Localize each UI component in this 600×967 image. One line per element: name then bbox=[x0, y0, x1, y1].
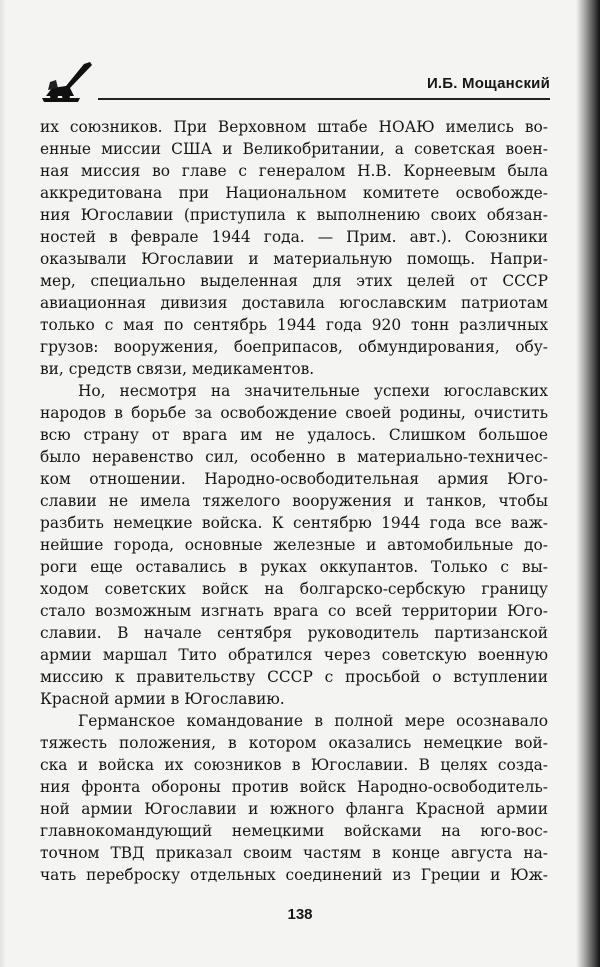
text-line: ностей в феврале 1944 года. — Прим. авт.). Союзники bbox=[40, 228, 548, 246]
cannon-icon bbox=[40, 58, 100, 102]
text-line: Германское командование в полной мере осознавало bbox=[78, 712, 548, 730]
text-line: ния Югославии (приступила к выполнению своих обязан- bbox=[40, 206, 548, 224]
text-line: разбить немецкие войска. К сентябрю 1944 года все важ- bbox=[40, 514, 548, 532]
text-line: армии маршал Тито обратился через советскую военную bbox=[40, 646, 548, 664]
text-line: грузов: вооружения, боеприпасов, обмундирования, обу- bbox=[40, 338, 548, 356]
text-line: ной армии Югославии и южного фланга Красной армии bbox=[40, 800, 548, 818]
text-line: нейшие города, основные железные и автомобильные до- bbox=[40, 536, 548, 554]
body-text bbox=[40, 116, 548, 886]
text-line: ска и войска их союзников в Югославии. В целях созда- bbox=[40, 756, 548, 774]
text-line: только с мая по сентябрь 1944 года 920 тонн различных bbox=[40, 316, 548, 334]
text-line: ния фронта обороны против войск Народно-освободитель- bbox=[40, 778, 548, 796]
text-line: миссию к правительству СССР с просьбой о вступлении bbox=[40, 668, 548, 686]
text-line: ная миссия во главе с генералом Н.В. Корнеевым была bbox=[40, 162, 548, 180]
text-line: Но, несмотря на значительные успехи югославских bbox=[78, 382, 548, 400]
text-line: енные миссии США и Великобритании, а советская воен- bbox=[40, 140, 548, 158]
text-line: их союзников. При Верховном штабе НОАЮ имелись во- bbox=[40, 118, 548, 136]
author-name: И.Б. Мощанский bbox=[426, 75, 550, 92]
text-line: народов в борьбе за освобождение своей родины, очистить bbox=[40, 404, 548, 422]
text-line: Красной армии в Югославию. bbox=[40, 690, 285, 708]
text-line: всю страну от врага им не удалось. Слишком большое bbox=[40, 426, 548, 444]
page-number: 138 bbox=[287, 906, 313, 923]
text-line: главнокомандующий немецкими войсками на юго-вос- bbox=[40, 822, 548, 840]
text-line: ви, средств связи, медикаментов. bbox=[40, 360, 315, 378]
scan-shadow-left bbox=[0, 0, 6, 967]
text-line: славии. В начале сентября руководитель партизанской bbox=[40, 624, 548, 642]
text-line: чать переброску отдельных соединений из Греции и Юж- bbox=[40, 866, 548, 884]
text-line: славии не имела тяжелого вооружения и танков, чтобы bbox=[40, 492, 548, 510]
scan-shadow-right bbox=[576, 0, 600, 967]
text-line: авиационная дивизия доставила югославским патриотам bbox=[40, 294, 548, 312]
text-line: точном ТВД приказал своим частям в конце августа на- bbox=[40, 844, 548, 862]
text-line: мер, специально выделенная для этих целей от СССР bbox=[40, 272, 548, 290]
text-line: ходом советских войск на болгарско-сербскую границу bbox=[40, 580, 548, 598]
text-line: аккредитована при Национальном комитете освобожде- bbox=[40, 184, 548, 202]
text-line: оказывали Югославии и материальную помощь. Напри- bbox=[40, 250, 548, 268]
header-rule bbox=[98, 98, 550, 100]
text-line: ком отношении. Народно-освободительная армия Юго- bbox=[40, 470, 548, 488]
text-line: роги еще оставались в руках оккупантов. Только с вы- bbox=[40, 558, 548, 576]
running-header bbox=[40, 58, 550, 104]
text-line: было неравенство сил, особенно в материально-техничес- bbox=[40, 448, 548, 466]
text-line: стало возможным изгнать врага со всей территории Юго- bbox=[40, 602, 548, 620]
text-line: тяжесть положения, в котором оказались немецкие вой- bbox=[40, 734, 548, 752]
